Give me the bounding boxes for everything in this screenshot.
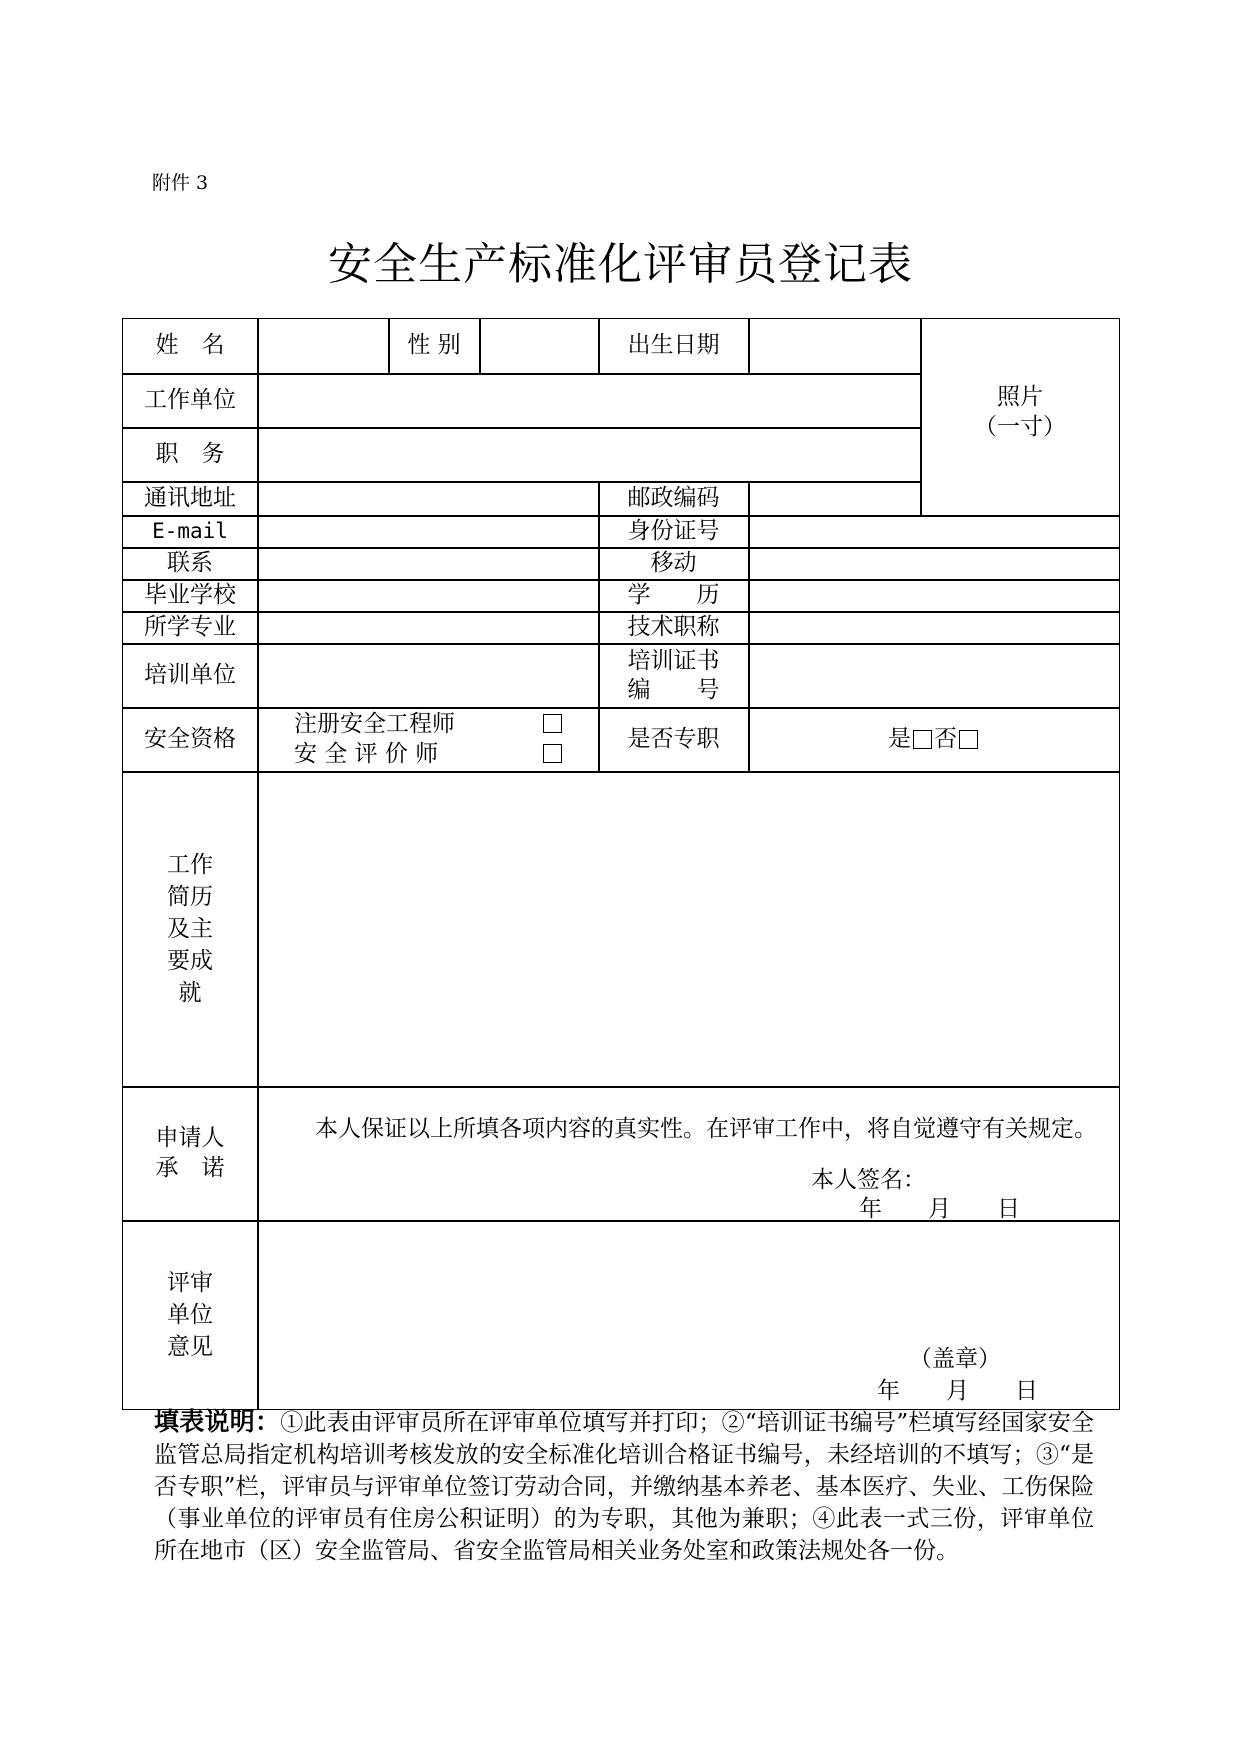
pledge-label-line1: 申请人 xyxy=(155,1124,225,1151)
photo-label: 照片 xyxy=(997,384,1043,410)
label-email: E-mail xyxy=(152,518,228,543)
signature-date: 年 月 日 xyxy=(859,1196,1020,1222)
label-safety-qualification: 安全资格 xyxy=(144,725,236,752)
address-field[interactable] xyxy=(258,482,598,515)
label-training-unit: 培训单位 xyxy=(144,661,236,688)
qual-option-evaluator-label: 安 全 评 价 师 xyxy=(294,740,439,767)
training-cert-line2: 编 号 xyxy=(627,676,720,703)
label-major: 所学专业 xyxy=(144,613,236,640)
label-postcode: 邮政编码 xyxy=(627,484,720,511)
seal-label: （盖章） xyxy=(909,1346,1001,1372)
training-unit-field[interactable] xyxy=(258,644,598,707)
work-history-line: 及主 xyxy=(167,916,213,942)
review-opinion-field[interactable] xyxy=(258,1221,1119,1351)
checkbox-yes[interactable] xyxy=(913,730,932,749)
work-history-line: 工作 xyxy=(167,852,213,878)
qual-option-evaluator xyxy=(294,740,564,770)
graduate-school-field[interactable] xyxy=(258,580,598,611)
training-cert-line1: 培训证书 xyxy=(627,647,720,674)
pledge-label-line2: 承 诺 xyxy=(155,1154,225,1181)
checkbox-no[interactable] xyxy=(959,730,978,749)
education-field[interactable] xyxy=(749,580,1119,611)
tech-title-field[interactable] xyxy=(749,612,1119,643)
row-line xyxy=(123,1086,1119,1088)
email-field[interactable] xyxy=(258,516,598,547)
training-cert-field[interactable] xyxy=(749,644,1119,707)
label-id-number: 身份证号 xyxy=(627,517,720,544)
photo-box[interactable] xyxy=(921,319,1119,515)
label-education: 学 历 xyxy=(627,581,720,608)
major-field[interactable] xyxy=(258,612,598,643)
label-full-time: 是否专职 xyxy=(627,725,720,752)
signature-label: 本人签名： xyxy=(811,1167,926,1193)
work-history-field[interactable] xyxy=(258,772,1119,1086)
label-gender: 性 别 xyxy=(407,332,461,359)
full-time-yes-label: 是 xyxy=(888,725,911,752)
work-history-line: 就 xyxy=(178,980,202,1006)
name-field[interactable] xyxy=(258,319,388,373)
qual-option-engineer xyxy=(294,710,564,740)
label-work-unit: 工作单位 xyxy=(144,386,236,413)
full-time-options xyxy=(749,708,1119,771)
qual-option-engineer-label: 注册安全工程师 xyxy=(294,710,455,737)
label-work-history xyxy=(123,772,257,1086)
review-date: 年 月 日 xyxy=(877,1378,1038,1404)
contact-field[interactable] xyxy=(258,548,598,579)
pledge-text: 本人保证以上所填各项内容的真实性。在评审工作中，将自觉遵守有关规定。 xyxy=(269,1116,1097,1142)
birth-date-field[interactable] xyxy=(749,319,920,373)
checkbox-evaluator[interactable] xyxy=(543,744,562,763)
mobile-field[interactable] xyxy=(749,548,1119,579)
registration-form xyxy=(122,318,1120,1410)
gender-field[interactable] xyxy=(480,319,598,373)
work-history-line: 简历 xyxy=(167,884,213,910)
label-address: 通讯地址 xyxy=(144,484,236,511)
position-field[interactable] xyxy=(258,428,920,481)
review-label-line: 意见 xyxy=(167,1334,213,1360)
label-applicant-pledge xyxy=(123,1087,257,1220)
review-label-line: 单位 xyxy=(167,1302,213,1328)
label-name: 姓 名 xyxy=(155,332,225,359)
full-time-no-label: 否 xyxy=(934,725,957,752)
label-position: 职 务 xyxy=(155,440,225,467)
photo-size-label: （一寸） xyxy=(974,413,1066,440)
instructions-text: ①此表由评审员所在评审单位填写并打印；②“培训证书编号”栏填写经国家安全监管总局指定机构培训考核发放的安全标准化培训合格证书编号，未经培训的不填写；③“是否专职”栏，评审员与评审单位签订劳动合同，并缴纳基本养老、基本医疗、失业、工伤保险（事业单位的评审员有住房公积证明）的为专职，其他为兼职；④此表一式三份，评审单位所在地市（区）安全监管局、省安全监管局相关业务处室和政策法规处各一份。 xyxy=(154,1410,1094,1564)
work-history-line: 要成 xyxy=(167,948,213,974)
label-training-cert xyxy=(599,644,748,707)
label-review-opinion xyxy=(123,1221,257,1409)
postcode-field[interactable] xyxy=(749,482,920,515)
page-title: 安全生产标准化评审员登记表 xyxy=(328,239,913,290)
work-unit-field[interactable] xyxy=(258,374,920,427)
label-graduate-school: 毕业学校 xyxy=(144,581,236,608)
label-birth-date: 出生日期 xyxy=(627,332,720,359)
label-mobile: 移动 xyxy=(650,549,697,576)
qualification-options xyxy=(258,708,598,771)
attachment-number: 附件 3 xyxy=(152,172,209,194)
id-number-field[interactable] xyxy=(749,516,1119,547)
checkbox-engineer[interactable] xyxy=(543,714,562,733)
label-tech-title: 技术职称 xyxy=(627,613,720,640)
form-instructions xyxy=(154,1406,1094,1567)
label-contact: 联系 xyxy=(167,549,213,576)
instructions-heading: 填表说明： xyxy=(154,1407,281,1436)
signature-field[interactable] xyxy=(943,1164,1093,1192)
review-label-line: 评审 xyxy=(167,1270,213,1296)
